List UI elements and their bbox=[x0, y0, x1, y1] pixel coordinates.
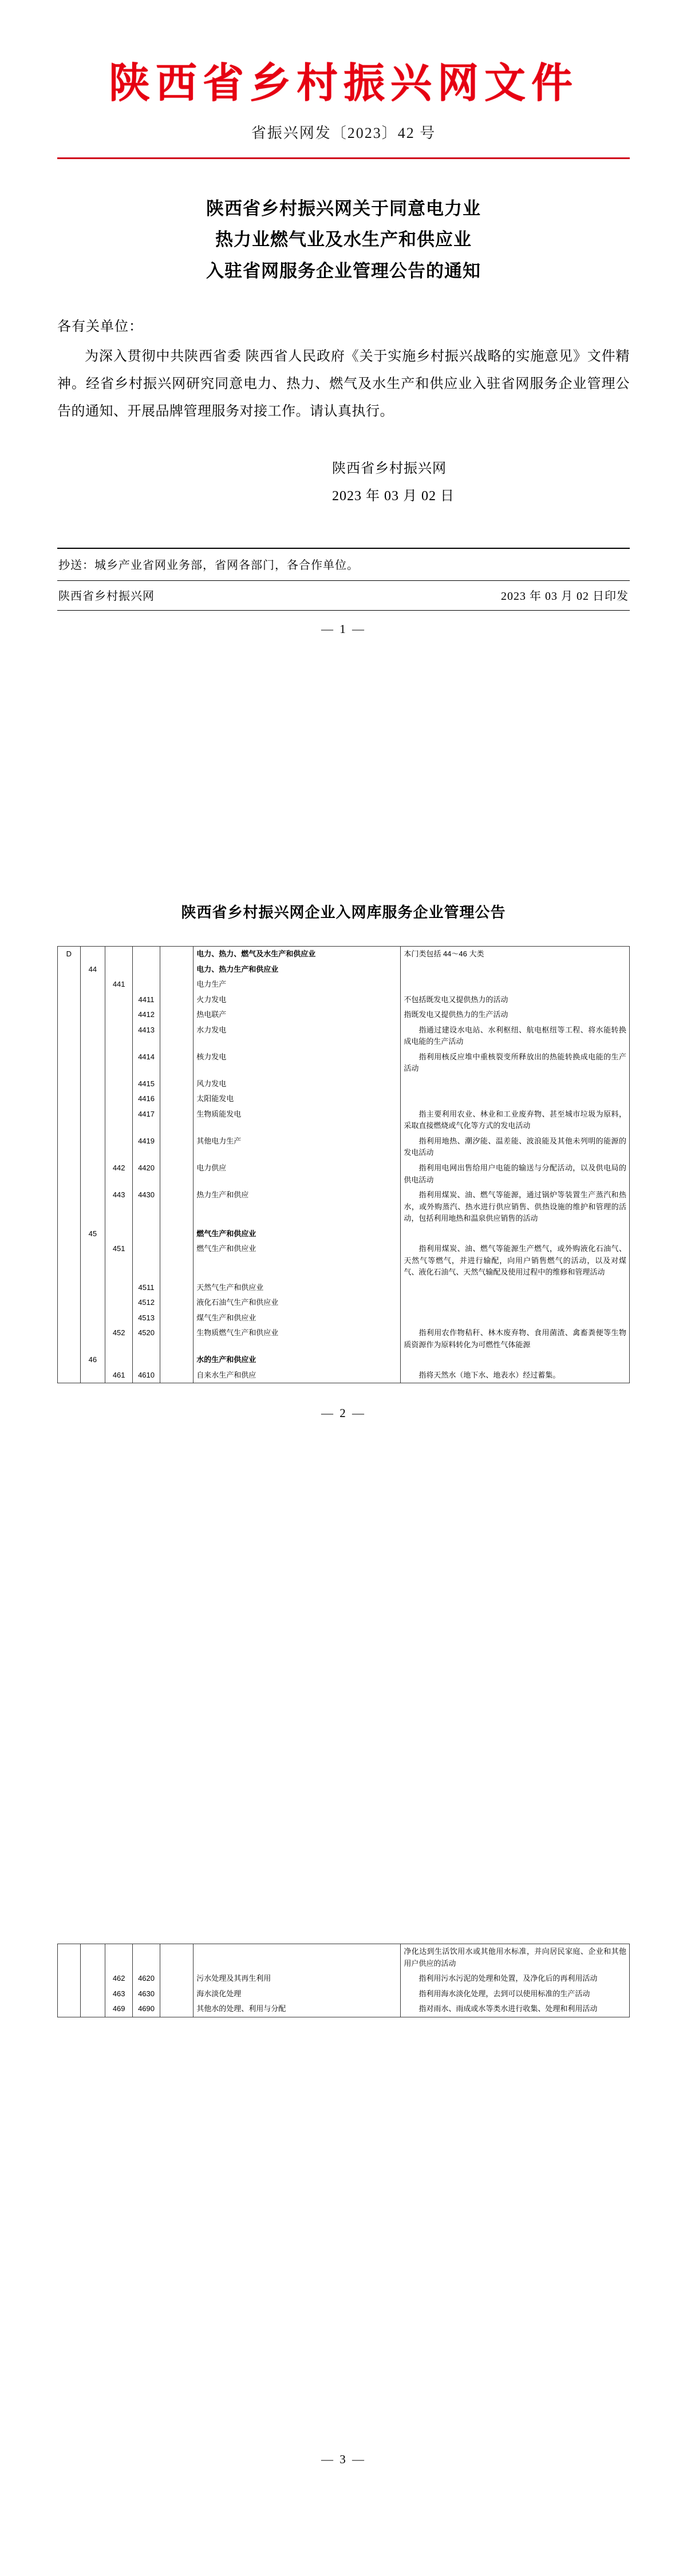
cell-division-code bbox=[80, 1161, 105, 1188]
cell-section-code bbox=[58, 1007, 81, 1023]
cell-division-code bbox=[80, 1295, 105, 1311]
cell-description: 指利用地热、潮汐能、温差能、波浪能及其他未列明的能源的发电活动 bbox=[401, 1134, 630, 1161]
cell-description: 指通过建设水电站、水利枢纽、航电枢纽等工程、将水能转换成电能的生产活动 bbox=[401, 1023, 630, 1050]
cell-class-code: 4420 bbox=[133, 1161, 160, 1188]
cell-group-code bbox=[105, 1311, 133, 1326]
cell-group-code bbox=[105, 1107, 133, 1134]
cell-description: 净化达到生活饮用水或其他用水标准，并向居民家庭、企业和其他用户供应的活动 bbox=[401, 1944, 630, 1972]
page-2 bbox=[0, 858, 687, 1889]
body-paragraph: 为深入贯彻中共陕西省委 陕西省人民政府《关于实施乡村振兴战略的实施意见》文件精神。经省乡村振兴网研究同意电力、热力、燃气及水生产和供应业入驻省网服务企业管理公告的通知、开展品牌管理服务对接工作。请认真执行。 bbox=[57, 349, 630, 419]
table-row bbox=[58, 1050, 630, 1077]
page-3 bbox=[0, 1889, 687, 2576]
table-row bbox=[58, 1368, 630, 1383]
cell-class-code: 4411 bbox=[133, 992, 160, 1008]
cell-class-code bbox=[133, 1352, 160, 1368]
classification-table-page3 bbox=[57, 1944, 630, 2017]
cell-section-code bbox=[58, 1050, 81, 1077]
document-title-line-1: 陕西省乡村振兴网关于同意电力业 bbox=[206, 199, 481, 219]
cell-extra-code bbox=[160, 1987, 193, 2002]
table-row bbox=[58, 1352, 630, 1368]
cell-class-code: 4416 bbox=[133, 1091, 160, 1107]
cell-class-code bbox=[133, 947, 160, 962]
table-row bbox=[58, 1226, 630, 1242]
cell-description: 指对雨水、雨成或水等类水进行收集、处理和利用活动 bbox=[401, 2001, 630, 2017]
cell-description bbox=[401, 1077, 630, 1092]
cell-group-code: 462 bbox=[105, 1971, 133, 1987]
cell-section-code bbox=[58, 1188, 81, 1226]
cell-category-name: 液化石油气生产和供应业 bbox=[194, 1295, 401, 1311]
cell-category-name: 天然气生产和供应业 bbox=[194, 1280, 401, 1296]
cell-category-name: 生物质能发电 bbox=[194, 1107, 401, 1134]
cell-category-name: 其他水的处理、利用与分配 bbox=[194, 2001, 401, 2017]
cell-category-name: 水的生产和供应业 bbox=[194, 1352, 401, 1368]
cell-category-name: 热电联产 bbox=[194, 1007, 401, 1023]
cell-extra-code bbox=[160, 947, 193, 962]
cell-section-code bbox=[58, 992, 81, 1008]
cell-class-code: 4415 bbox=[133, 1077, 160, 1092]
cell-category-name: 海水淡化处理 bbox=[194, 1987, 401, 2002]
table-row bbox=[58, 1295, 630, 1311]
cell-division-code bbox=[80, 1971, 105, 1987]
cell-extra-code bbox=[160, 1226, 193, 1242]
cell-category-name: 火力发电 bbox=[194, 992, 401, 1008]
cell-section-code bbox=[58, 1971, 81, 1987]
cell-group-code bbox=[105, 1226, 133, 1242]
cell-description bbox=[401, 1352, 630, 1368]
salutation: 各有关单位： bbox=[57, 319, 143, 334]
cell-description bbox=[401, 1295, 630, 1311]
cell-section-code bbox=[58, 1987, 81, 2002]
signature-block bbox=[57, 455, 630, 510]
cell-group-code bbox=[105, 962, 133, 978]
cell-category-name: 电力生产 bbox=[194, 977, 401, 992]
cell-extra-code bbox=[160, 2001, 193, 2017]
red-divider-rule bbox=[57, 157, 630, 159]
cell-division-code: 44 bbox=[80, 962, 105, 978]
document-number: 省振兴网发〔2023〕42 号 bbox=[251, 125, 436, 141]
cell-class-code: 4412 bbox=[133, 1007, 160, 1023]
cell-class-code: 4610 bbox=[133, 1368, 160, 1383]
cell-extra-code bbox=[160, 1241, 193, 1280]
cell-division-code bbox=[80, 1107, 105, 1134]
table-row bbox=[58, 1134, 630, 1161]
cell-description: 指将天然水（地下水、地表水）经过蓄集。 bbox=[401, 1368, 630, 1383]
cell-extra-code bbox=[160, 1023, 193, 1050]
cell-extra-code bbox=[160, 1971, 193, 1987]
cell-extra-code bbox=[160, 1077, 193, 1092]
classification-table-page2 bbox=[57, 946, 630, 1383]
cell-section-code bbox=[58, 1134, 81, 1161]
cell-category-name: 水力发电 bbox=[194, 1023, 401, 1050]
cell-division-code bbox=[80, 992, 105, 1008]
cell-extra-code bbox=[160, 1325, 193, 1352]
document-title bbox=[57, 193, 630, 287]
cell-group-code bbox=[105, 1023, 133, 1050]
cell-group-code: 452 bbox=[105, 1325, 133, 1352]
cell-class-code: 4430 bbox=[133, 1188, 160, 1226]
cell-class-code: 4419 bbox=[133, 1134, 160, 1161]
cell-class-code: 4417 bbox=[133, 1107, 160, 1134]
cell-section-code: D bbox=[58, 947, 81, 962]
cell-class-code bbox=[133, 1241, 160, 1280]
cell-group-code bbox=[105, 1134, 133, 1161]
cell-extra-code bbox=[160, 1352, 193, 1368]
cell-section-code bbox=[58, 2001, 81, 2017]
cell-description: 指主要利用农业、林业和工业废弃物、甚至城市垃圾为原料，采取直接燃烧或气化等方式的发电活动 bbox=[401, 1107, 630, 1134]
document-footer bbox=[57, 548, 630, 611]
page-1 bbox=[0, 0, 687, 858]
cell-section-code bbox=[58, 1352, 81, 1368]
cell-division-code: 46 bbox=[80, 1352, 105, 1368]
cell-description: 指利用核反应堆中重核裂变所释放出的热能转换成电能的生产活动 bbox=[401, 1050, 630, 1077]
signature-date: 2023 年 03 月 02 日 bbox=[332, 488, 455, 504]
cell-extra-code bbox=[160, 1944, 193, 1972]
table-row bbox=[58, 1325, 630, 1352]
cell-group-code: 451 bbox=[105, 1241, 133, 1280]
cell-division-code bbox=[80, 1325, 105, 1352]
cell-category-name: 煤气生产和供应业 bbox=[194, 1311, 401, 1326]
cell-division-code: 45 bbox=[80, 1226, 105, 1242]
page-number-1: — 1 — bbox=[321, 622, 366, 636]
cell-description: 指既发电又提供热力的生产活动 bbox=[401, 1007, 630, 1023]
cell-class-code: 4520 bbox=[133, 1325, 160, 1352]
cell-division-code bbox=[80, 1023, 105, 1050]
cell-description: 指利用煤炭、油、燃气等能源生产燃气，或外购液化石油气、天然气等燃气，并进行输配，向用户销售燃气的活动，以及对煤气、液化石油气、天然气输配及使用过程中的维修和管理活动 bbox=[401, 1241, 630, 1280]
cell-extra-code bbox=[160, 1134, 193, 1161]
cell-division-code bbox=[80, 947, 105, 962]
cell-section-code bbox=[58, 1944, 81, 1972]
table-row bbox=[58, 992, 630, 1008]
cell-category-name: 电力、热力生产和供应业 bbox=[194, 962, 401, 978]
cell-class-code bbox=[133, 977, 160, 992]
cell-group-code: 469 bbox=[105, 2001, 133, 2017]
cell-group-code: 442 bbox=[105, 1161, 133, 1188]
cell-class-code: 4620 bbox=[133, 1971, 160, 1987]
cell-section-code bbox=[58, 1107, 81, 1134]
cell-extra-code bbox=[160, 1280, 193, 1296]
cell-category-name: 热力生产和供应 bbox=[194, 1188, 401, 1226]
footer-issuer: 陕西省乡村振兴网 bbox=[58, 589, 155, 603]
table-row bbox=[58, 1161, 630, 1188]
cell-extra-code bbox=[160, 1161, 193, 1188]
cell-description: 不包括既发电又提供热力的活动 bbox=[401, 992, 630, 1008]
footer-bottom-rule bbox=[57, 610, 630, 611]
cell-group-code bbox=[105, 1280, 133, 1296]
table-row bbox=[58, 1971, 630, 1987]
cell-division-code bbox=[80, 1280, 105, 1296]
cell-division-code bbox=[80, 1987, 105, 2002]
table-row bbox=[58, 947, 630, 962]
masthead-title: 陕西省乡村振兴网文件 bbox=[108, 61, 578, 106]
cell-group-code: 461 bbox=[105, 1368, 133, 1383]
cell-section-code bbox=[58, 977, 81, 992]
cell-description: 指利用污水污泥的处理和处置，及净化后的再利用活动 bbox=[401, 1971, 630, 1987]
cell-division-code bbox=[80, 1007, 105, 1023]
cell-division-code bbox=[80, 1311, 105, 1326]
cell-group-code bbox=[105, 947, 133, 962]
cell-section-code bbox=[58, 1325, 81, 1352]
table-row bbox=[58, 1188, 630, 1226]
cell-category-name: 自来水生产和供应 bbox=[194, 1368, 401, 1383]
cell-extra-code bbox=[160, 1107, 193, 1134]
cell-section-code bbox=[58, 1077, 81, 1092]
cell-group-code bbox=[105, 1050, 133, 1077]
cell-category-name bbox=[194, 1944, 401, 1972]
table-row bbox=[58, 977, 630, 992]
cell-group-code: 443 bbox=[105, 1188, 133, 1226]
table-row bbox=[58, 1023, 630, 1050]
cell-section-code bbox=[58, 1368, 81, 1383]
table-row bbox=[58, 1241, 630, 1280]
cell-division-code bbox=[80, 1368, 105, 1383]
cell-description bbox=[401, 962, 630, 978]
cell-class-code bbox=[133, 962, 160, 978]
cell-division-code bbox=[80, 2001, 105, 2017]
cell-extra-code bbox=[160, 1368, 193, 1383]
cell-description bbox=[401, 977, 630, 992]
cell-section-code bbox=[58, 1023, 81, 1050]
signer-name: 陕西省乡村振兴网 bbox=[332, 461, 447, 476]
table-row bbox=[58, 1007, 630, 1023]
cell-class-code: 4690 bbox=[133, 2001, 160, 2017]
cell-description bbox=[401, 1280, 630, 1296]
cell-section-code bbox=[58, 1091, 81, 1107]
table-row bbox=[58, 2001, 630, 2017]
cell-division-code bbox=[80, 1077, 105, 1092]
page-number-2: — 2 — bbox=[321, 1406, 366, 1420]
cell-description bbox=[401, 1226, 630, 1242]
cell-class-code bbox=[133, 1944, 160, 1972]
cell-group-code bbox=[105, 992, 133, 1008]
cell-division-code bbox=[80, 1091, 105, 1107]
cell-category-name: 电力、热力、燃气及水生产和供应业 bbox=[194, 947, 401, 962]
cell-section-code bbox=[58, 1241, 81, 1280]
footer-issuer-line bbox=[57, 581, 630, 610]
cell-section-code bbox=[58, 1295, 81, 1311]
cell-extra-code bbox=[160, 962, 193, 978]
cell-extra-code bbox=[160, 1188, 193, 1226]
cell-description bbox=[401, 1091, 630, 1107]
cell-extra-code bbox=[160, 1311, 193, 1326]
cell-group-code bbox=[105, 1091, 133, 1107]
annex-title: 陕西省乡村振兴网企业入网库服务企业管理公告 bbox=[181, 904, 506, 921]
cell-extra-code bbox=[160, 1091, 193, 1107]
cell-description bbox=[401, 1311, 630, 1326]
cell-class-code: 4630 bbox=[133, 1987, 160, 2002]
table-row bbox=[58, 1107, 630, 1134]
cell-description: 指利用电网出售给用户电能的输送与分配活动，以及供电局的供电活动 bbox=[401, 1161, 630, 1188]
cell-class-code: 4512 bbox=[133, 1295, 160, 1311]
cell-group-code bbox=[105, 1077, 133, 1092]
table-row bbox=[58, 1077, 630, 1092]
table-row bbox=[58, 962, 630, 978]
table-row bbox=[58, 1944, 630, 1972]
table-row bbox=[58, 1091, 630, 1107]
cell-division-code bbox=[80, 1944, 105, 1972]
table-row bbox=[58, 1987, 630, 2002]
page-number-3: — 3 — bbox=[321, 2452, 366, 2466]
cell-class-code: 4413 bbox=[133, 1023, 160, 1050]
cell-division-code bbox=[80, 1241, 105, 1280]
cell-section-code bbox=[58, 1311, 81, 1326]
cell-class-code bbox=[133, 1226, 160, 1242]
cell-category-name: 燃气生产和供应业 bbox=[194, 1226, 401, 1242]
footer-cc-line: 抄送：城乡产业省网业务部，省网各部门，各合作单位。 bbox=[58, 559, 359, 572]
cell-group-code: 463 bbox=[105, 1987, 133, 2002]
cell-division-code bbox=[80, 1188, 105, 1226]
cell-group-code bbox=[105, 1944, 133, 1972]
cell-category-name: 核力发电 bbox=[194, 1050, 401, 1077]
cell-class-code: 4511 bbox=[133, 1280, 160, 1296]
cell-group-code bbox=[105, 1007, 133, 1023]
cell-description: 指利用海水淡化处理，去到可以使用标准的生产活动 bbox=[401, 1987, 630, 2002]
cell-category-name: 其他电力生产 bbox=[194, 1134, 401, 1161]
cell-division-code bbox=[80, 977, 105, 992]
cell-section-code bbox=[58, 962, 81, 978]
table-row bbox=[58, 1311, 630, 1326]
cell-category-name: 太阳能发电 bbox=[194, 1091, 401, 1107]
cell-section-code bbox=[58, 1280, 81, 1296]
cell-extra-code bbox=[160, 992, 193, 1008]
cell-category-name: 风力发电 bbox=[194, 1077, 401, 1092]
cell-division-code bbox=[80, 1134, 105, 1161]
cell-section-code bbox=[58, 1161, 81, 1188]
cell-division-code bbox=[80, 1050, 105, 1077]
cell-category-name: 污水处理及其再生利用 bbox=[194, 1971, 401, 1987]
cell-section-code bbox=[58, 1226, 81, 1242]
cell-group-code bbox=[105, 1295, 133, 1311]
document-title-line-2: 热力业燃气业及水生产和供应业 bbox=[215, 229, 472, 250]
cell-extra-code bbox=[160, 977, 193, 992]
masthead bbox=[57, 0, 630, 106]
cell-description: 指利用煤炭、油、燃气等能源，通过锅炉等装置生产蒸汽和热水，或外购蒸汽、热水进行供应销售、供热设施的维护和管理的活动，包括利用地热和温泉供应销售的活动 bbox=[401, 1188, 630, 1226]
cell-category-name: 燃气生产和供应业 bbox=[194, 1241, 401, 1280]
cell-description: 指利用农作物秸秆、林木废弃物、食用菌渣、禽畜粪便等生物质资源作为原料转化为可燃性气体能源 bbox=[401, 1325, 630, 1352]
cell-group-code bbox=[105, 1352, 133, 1368]
cell-group-code: 441 bbox=[105, 977, 133, 992]
cell-extra-code bbox=[160, 1050, 193, 1077]
cell-category-name: 电力供应 bbox=[194, 1161, 401, 1188]
cell-extra-code bbox=[160, 1007, 193, 1023]
document-title-line-3: 入驻省网服务企业管理公告的通知 bbox=[206, 260, 481, 281]
footer-print-date: 2023 年 03 月 02 日印发 bbox=[501, 589, 629, 603]
cell-description: 本门类包括 44～46 大类 bbox=[401, 947, 630, 962]
table-row bbox=[58, 1280, 630, 1296]
cell-class-code: 4513 bbox=[133, 1311, 160, 1326]
cell-extra-code bbox=[160, 1295, 193, 1311]
cell-category-name: 生物质燃气生产和供应业 bbox=[194, 1325, 401, 1352]
cell-class-code: 4414 bbox=[133, 1050, 160, 1077]
